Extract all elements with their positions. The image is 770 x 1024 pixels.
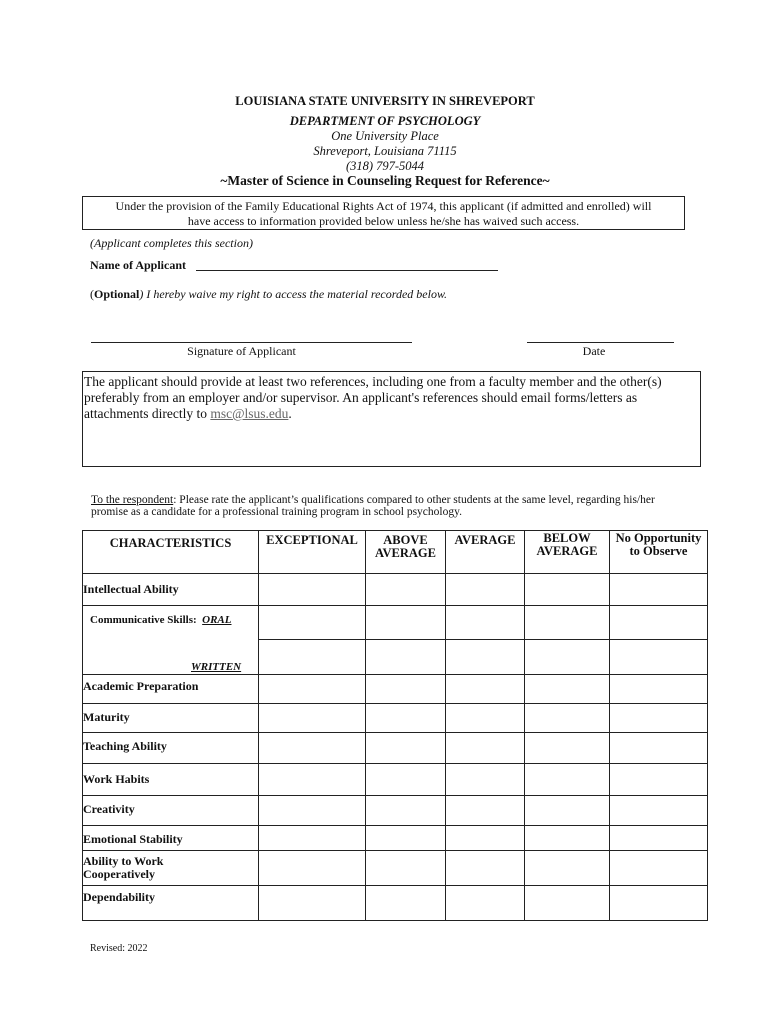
rating-cell[interactable]	[366, 796, 446, 826]
rating-cell[interactable]	[610, 574, 708, 606]
rating-cell[interactable]	[525, 796, 610, 826]
rating-cell[interactable]	[446, 796, 525, 826]
rating-table	[82, 530, 708, 921]
rating-cell[interactable]	[446, 640, 525, 675]
header-characteristics: CHARACTERISTICS	[83, 531, 259, 574]
optional-label: Optional	[94, 287, 140, 301]
row-label-ability-to-work-cooperatively: Ability to Work Cooperatively	[83, 851, 259, 886]
rating-cell[interactable]	[610, 886, 708, 921]
rating-cell[interactable]	[366, 826, 446, 851]
rating-cell[interactable]	[610, 640, 708, 675]
rating-cell[interactable]	[446, 704, 525, 733]
rating-cell[interactable]	[259, 886, 366, 921]
rating-cell[interactable]	[446, 851, 525, 886]
rating-cell[interactable]	[259, 606, 366, 640]
rating-cell[interactable]	[259, 675, 366, 704]
row-label-emotional-stability: Emotional Stability	[83, 826, 259, 851]
rating-cell[interactable]	[259, 640, 366, 675]
date-line[interactable]	[527, 330, 674, 343]
department-name: DEPARTMENT OF PSYCHOLOGY	[289, 114, 481, 128]
rating-cell[interactable]	[610, 764, 708, 796]
table-header-row	[83, 531, 708, 574]
table-row	[83, 733, 708, 764]
rating-cell[interactable]	[366, 886, 446, 921]
email-link[interactable]: msc@lsus.edu	[210, 406, 289, 421]
table-row	[83, 574, 708, 606]
rating-cell[interactable]	[525, 826, 610, 851]
instructions-box	[82, 371, 701, 467]
address-line-1: One University Place	[331, 129, 439, 143]
instructions-line-3	[84, 406, 696, 422]
respondent-text-2: promise as a candidate for a professional training program in school psychology.	[91, 506, 462, 518]
phone-number: (318) 797-5044	[345, 159, 425, 173]
rating-cell[interactable]	[610, 733, 708, 764]
rating-cell[interactable]	[525, 704, 610, 733]
row-label-academic-preparation: Academic Preparation	[83, 675, 259, 704]
rating-cell[interactable]	[610, 704, 708, 733]
rating-cell[interactable]	[259, 851, 366, 886]
rating-cell[interactable]	[366, 851, 446, 886]
rating-cell[interactable]	[525, 733, 610, 764]
revised-note: Revised: 2022	[90, 943, 148, 954]
row-label-work-habits: Work Habits	[83, 764, 259, 796]
waiver-text: ) I hereby waive my right to access the material recorded below.	[139, 287, 448, 301]
rating-cell[interactable]	[446, 574, 525, 606]
written-label: WRITTEN	[191, 661, 242, 673]
table-row	[83, 851, 708, 886]
rating-cell[interactable]	[446, 606, 525, 640]
respondent-label: To the respondent	[91, 494, 174, 506]
signature-label: Signature of Applicant	[187, 344, 296, 358]
communicative-label	[90, 614, 232, 626]
instructions-line-2: preferably from an employer and/or supervisor. An applicant's references should email forms/letters as	[84, 390, 638, 405]
header-exceptional: EXCEPTIONAL	[259, 531, 366, 574]
table-row	[83, 764, 708, 796]
address-line-2: Shreveport, Louisiana 71115	[313, 144, 457, 158]
header-no-opportunity: No Opportunity to Observe	[610, 531, 708, 574]
rating-cell[interactable]	[525, 675, 610, 704]
oral-label: ORAL	[202, 614, 232, 626]
date-label: Date	[582, 344, 606, 358]
rating-cell[interactable]	[446, 764, 525, 796]
rating-cell[interactable]	[525, 640, 610, 675]
name-field[interactable]	[196, 256, 498, 271]
rating-cell[interactable]	[259, 764, 366, 796]
row-label-communicative-skills	[83, 606, 259, 675]
rating-cell[interactable]	[525, 764, 610, 796]
respondent-text-1: : Please rate the applicant’s qualifications compared to other students at the same level, regarding his/her	[173, 494, 655, 506]
table-row	[83, 606, 708, 640]
rating-cell[interactable]	[610, 606, 708, 640]
rating-cell[interactable]	[525, 606, 610, 640]
rating-cell[interactable]	[610, 796, 708, 826]
respondent-instructions	[91, 494, 731, 518]
row-label-creativity: Creativity	[83, 796, 259, 826]
table-row	[83, 886, 708, 921]
rating-cell[interactable]	[525, 851, 610, 886]
ferpa-notice-box	[82, 196, 685, 230]
rating-cell[interactable]	[259, 796, 366, 826]
rating-cell[interactable]	[446, 886, 525, 921]
name-label: Name of Applicant	[90, 258, 186, 272]
row-label-maturity: Maturity	[83, 704, 259, 733]
rating-cell[interactable]	[366, 764, 446, 796]
rating-cell[interactable]	[610, 826, 708, 851]
optional-waiver: (Optional) I hereby waive my right to access the material recorded below.	[90, 287, 448, 301]
rating-cell[interactable]	[366, 675, 446, 704]
header-average: AVERAGE	[446, 531, 525, 574]
header-below-average: BELOW AVERAGE	[525, 531, 610, 574]
row-label-intellectual-ability: Intellectual Ability	[83, 574, 259, 606]
university-name: LOUISIANA STATE UNIVERSITY IN SHREVEPORT	[235, 94, 535, 108]
instructions-suffix: .	[288, 406, 292, 421]
table-row	[83, 704, 708, 733]
communicative-skills-text: Communicative Skills:	[90, 614, 197, 626]
rating-cell[interactable]	[259, 733, 366, 764]
rating-cell[interactable]	[446, 733, 525, 764]
rating-cell[interactable]	[610, 675, 708, 704]
instructions-line-1: The applicant should provide at least two references, including one from a faculty member and the other(s)	[84, 374, 662, 389]
rating-cell[interactable]	[525, 574, 610, 606]
row-label-teaching-ability: Teaching Ability	[83, 733, 259, 764]
rating-cell[interactable]	[525, 886, 610, 921]
rating-cell[interactable]	[446, 826, 525, 851]
ferpa-line-1: Under the provision of the Family Educational Rights Act of 1974, this applicant (if admitted and enrolled) will	[115, 199, 652, 213]
header-above-average: ABOVE AVERAGE	[366, 531, 446, 574]
rating-cell[interactable]	[366, 733, 446, 764]
rating-cell[interactable]	[366, 606, 446, 640]
row-label-dependability: Dependability	[83, 886, 259, 921]
rating-cell[interactable]	[259, 826, 366, 851]
rating-cell[interactable]	[259, 704, 366, 733]
instructions-prefix: attachments directly to	[84, 406, 211, 421]
rating-cell[interactable]	[259, 574, 366, 606]
table-row	[83, 826, 708, 851]
ferpa-line-2: have access to information provided below unless he/she has waived such access.	[187, 214, 580, 228]
applicant-section-note: (Applicant completes this section)	[90, 236, 253, 250]
table-row	[83, 675, 708, 704]
rating-cell[interactable]	[366, 704, 446, 733]
signature-line[interactable]	[91, 330, 412, 343]
form-title: ~Master of Science in Counseling Request for Reference~	[220, 173, 550, 188]
rating-cell[interactable]	[366, 574, 446, 606]
table-row	[83, 796, 708, 826]
rating-cell[interactable]	[446, 675, 525, 704]
rating-cell[interactable]	[366, 640, 446, 675]
waiver-checkbox-area[interactable]	[140, 287, 152, 301]
rating-cell[interactable]	[610, 851, 708, 886]
